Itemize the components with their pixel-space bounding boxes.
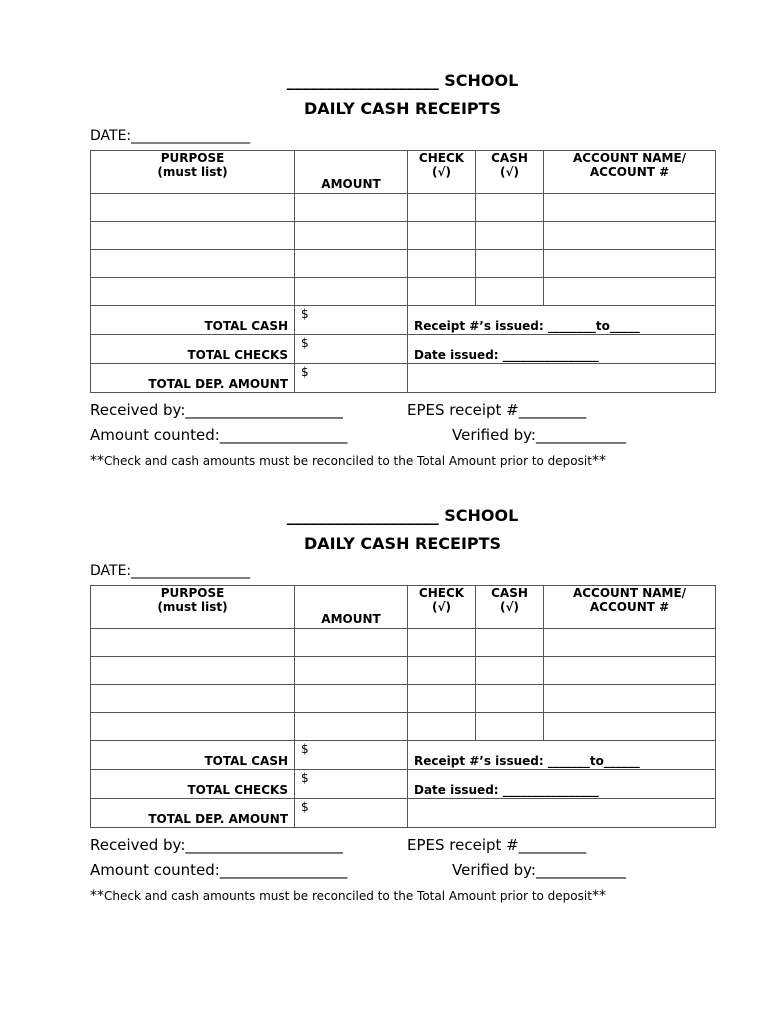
purpose-header: PURPOSE (must list)	[91, 586, 295, 629]
total-checks-row	[91, 335, 716, 364]
total-dep-label: TOTAL DEP. AMOUNT	[91, 799, 295, 828]
table-row[interactable]	[91, 685, 716, 713]
signature-row-2	[90, 858, 715, 883]
receipt-issued-field[interactable]: Receipt #’s issued: _______to______	[408, 741, 716, 770]
total-dep-label: TOTAL DEP. AMOUNT	[91, 364, 295, 393]
cash-header: CASH (√)	[476, 586, 544, 629]
receipts-table	[90, 585, 716, 828]
amount-header: AMOUNT	[295, 151, 408, 194]
verified-by-field[interactable]: Verified by:____________	[452, 426, 626, 444]
table-header-row	[91, 586, 716, 629]
school-label: SCHOOL	[438, 506, 519, 525]
epes-receipt-field[interactable]: EPES receipt #_________	[407, 401, 587, 419]
purpose-header: PURPOSE (must list)	[91, 151, 295, 194]
received-by-field[interactable]: Received by:_____________________	[90, 836, 343, 854]
check-header: CHECK (√)	[408, 151, 476, 194]
total-cash-row	[91, 741, 716, 770]
school-name-blank[interactable]: ___________________	[286, 71, 439, 90]
date-issued-field[interactable]: Date issued: ________________	[408, 770, 716, 799]
total-cash-label: TOTAL CASH	[91, 306, 295, 335]
total-checks-label: TOTAL CHECKS	[91, 335, 295, 364]
total-dep-row	[91, 364, 716, 393]
total-checks-amount[interactable]	[295, 335, 408, 364]
total-dep-row	[91, 799, 716, 828]
form-subtitle: DAILY CASH RECEIPTS	[303, 99, 502, 118]
total-checks-row	[91, 770, 716, 799]
total-cash-amount[interactable]	[295, 306, 408, 335]
total-cash-amount[interactable]	[295, 741, 408, 770]
account-header: ACCOUNT NAME/ ACCOUNT #	[544, 586, 716, 629]
amount-header: AMOUNT	[295, 586, 408, 629]
verified-by-field[interactable]: Verified by:____________	[452, 861, 626, 879]
check-header: CHECK (√)	[408, 586, 476, 629]
total-dep-amount[interactable]	[295, 799, 408, 828]
dollar-sign: $	[301, 771, 309, 785]
table-row[interactable]	[91, 250, 716, 278]
table-row[interactable]	[91, 222, 716, 250]
dollar-sign: $	[301, 365, 309, 379]
signature-row-2	[90, 423, 715, 448]
school-name-blank[interactable]: ___________________	[286, 506, 439, 525]
reconcile-note: **Check and cash amounts must be reconciled to the Total Amount prior to deposit**	[90, 453, 606, 469]
signature-row-1	[90, 398, 715, 423]
blank-cell	[408, 799, 716, 828]
total-dep-amount[interactable]	[295, 364, 408, 393]
total-checks-amount[interactable]	[295, 770, 408, 799]
receipt-form-1	[90, 68, 715, 471]
total-cash-row	[91, 306, 716, 335]
dollar-sign: $	[301, 742, 309, 756]
amount-counted-field[interactable]: Amount counted:_________________	[90, 426, 348, 444]
cash-header: CASH (√)	[476, 151, 544, 194]
table-row[interactable]	[91, 278, 716, 306]
account-header: ACCOUNT NAME/ ACCOUNT #	[544, 151, 716, 194]
reconcile-note: **Check and cash amounts must be reconciled to the Total Amount prior to deposit**	[90, 888, 606, 904]
form-subtitle: DAILY CASH RECEIPTS	[303, 534, 502, 553]
received-by-field[interactable]: Received by:_____________________	[90, 401, 343, 419]
epes-receipt-field[interactable]: EPES receipt #_________	[407, 836, 587, 854]
table-row[interactable]	[91, 194, 716, 222]
date-field[interactable]: DATE:_________________	[90, 563, 251, 579]
table-header-row	[91, 151, 716, 194]
blank-cell	[408, 364, 716, 393]
signature-row-1	[90, 833, 715, 858]
table-row[interactable]	[91, 657, 716, 685]
date-issued-field[interactable]: Date issued: ________________	[408, 335, 716, 364]
receipt-form-2	[90, 503, 715, 906]
dollar-sign: $	[301, 336, 309, 350]
school-label: SCHOOL	[438, 71, 519, 90]
total-checks-label: TOTAL CHECKS	[91, 770, 295, 799]
table-row[interactable]	[91, 629, 716, 657]
form-title	[90, 503, 715, 529]
receipt-issued-field[interactable]: Receipt #’s issued: ________to_____	[408, 306, 716, 335]
form-title	[90, 68, 715, 94]
dollar-sign: $	[301, 307, 309, 321]
total-cash-label: TOTAL CASH	[91, 741, 295, 770]
amount-counted-field[interactable]: Amount counted:_________________	[90, 861, 348, 879]
receipts-table	[90, 150, 716, 393]
date-field[interactable]: DATE:_________________	[90, 128, 251, 144]
table-row[interactable]	[91, 713, 716, 741]
dollar-sign: $	[301, 800, 309, 814]
